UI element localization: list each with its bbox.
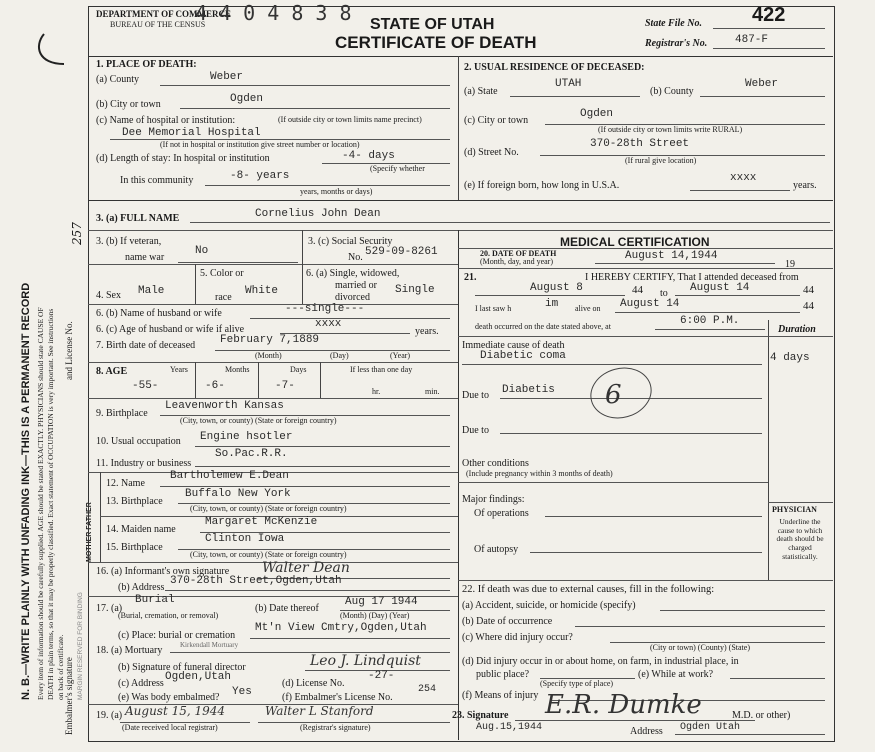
immediate-cause-label: Immediate cause of death [462,340,565,351]
residence-label: 2. USUAL RESIDENCE OF DECEASED: [464,62,645,73]
burial-place-label: (c) Place: burial or cremation [118,630,236,641]
public-place-sub: (Specify type of place) [540,679,614,688]
occurrence-label: (b) Date of occurrence [462,616,553,627]
director-address-label: (c) Address [118,678,164,689]
instructions-line-2: DEATH in plain terms, so that it may be properly classified. Exact statement of OCCUPATION is very important. See instructions [46,308,55,700]
state-file-label: State File No. [645,18,702,29]
director-label: (b) Signature of funeral director [118,662,246,673]
death-time: 6:00 P.M. [680,315,740,327]
last-seen-label: I last saw h [475,304,512,313]
mortuary-label: 18. (a) Mortuary [96,645,163,656]
father-birthplace-value: Buffalo New York [185,488,291,500]
war-label: name war [125,252,165,263]
city-value: Ogden [230,93,264,105]
director-signature: Leo J. Lindquist [310,653,421,669]
dod-label: 20. DATE OF DEATH [480,249,557,258]
res-state-label: (a) State [464,86,498,97]
marital-value: Single [395,284,435,296]
stay-label: (d) Length of stay: In hospital or institution [96,153,270,164]
burial-place-value: Mt'n View Cmtry,Ogden,Utah [255,622,427,634]
director-address-value: Ogden,Utah [165,671,232,683]
industry-label: 11. Industry or business [96,458,192,469]
father-birthplace-sub: (City, town, or county) (State or foreign country) [190,504,347,513]
hospital-label: (c) Name of hospital or institution: [96,115,236,126]
city-label: (b) City or town [96,99,161,110]
age-days-value: -7- [275,380,295,392]
certify-text: I HEREBY CERTIFY, That I attended deceased from [585,272,799,283]
registrar-sub: (Registrar's signature) [300,723,371,732]
state-file-number: 422 [752,4,786,26]
res-county-value: Weber [745,78,779,90]
birth-label: 7. Birth date of deceased [96,340,196,351]
ssn-label: 3. (c) Social Security [308,236,393,247]
physician-note: Underline the cause to which death should be charged statistically. [776,517,824,561]
embalmer-license-value: 257 [70,222,84,245]
birth-month: (Month) [255,351,282,360]
to-label: to [660,288,668,299]
birth-value: February 7,1889 [220,334,320,346]
community-value: -8- years [230,170,290,182]
occurred-label: death occurred on the date stated above, at [475,322,611,331]
sig-address-value: Ogden Utah [680,722,741,733]
res-street-value: 370-28th Street [590,138,690,150]
stamp-number: 4 4 0 4 8 3 8 [195,1,352,25]
hospital-value: Dee Memorial Hospital [122,127,261,139]
sex-value: Male [138,285,165,297]
age-months-h: Months [225,365,250,374]
operations-label: Of operations [474,508,529,519]
due-to-2-label: Due to [462,425,489,436]
foreign-value: xxxx [730,172,757,184]
attended-from: August 8 [530,282,583,294]
burial-date-label: (b) Date thereof [255,603,319,614]
res-city-label: (c) City or town [464,115,529,126]
home-label: (d) Did injury occur in or about home, on farm, in industrial place, in [462,656,739,667]
married-label: married or [335,280,377,291]
department-label: DEPARTMENT OF COMMERCE [96,9,232,19]
marital-label: 6. (a) Single, widowed, [306,268,400,279]
spouse-years: years. [415,326,439,337]
embalmer-license-label-2: (f) Embalmer's License No. [282,692,393,703]
embalmed-label: (e) Was body embalmed? [118,692,220,703]
community-label: In this community [120,175,194,186]
spouse-label: 6. (b) Name of husband or wife [96,308,222,319]
hospital-sub: (If not in hospital or institution give street number or location) [160,140,360,149]
license-label: (d) License No. [282,678,345,689]
mother-name-label: 14. Maiden name [106,524,176,535]
veteran-label: 3. (b) If veteran, [96,236,162,247]
father-birthplace-label: 13. Birthplace [106,496,163,507]
informant-label: 16. (a) Informant's own signature [96,566,230,577]
registrar-number: 487-F [735,34,769,46]
checkmark-icon [30,30,80,70]
county-label: (a) County [96,74,140,85]
where-label: (c) Where did injury occur? [462,632,573,643]
min-label: min. [425,387,440,396]
specify-note: (Specify whether [370,164,425,173]
mother-birthplace-label: 15. Birthplace [106,542,163,553]
res-street-note: (If rural give location) [625,156,697,165]
birthplace-sub: (City, town, or county) (State or foreign country) [180,416,337,425]
res-county-label: (b) County [650,86,694,97]
sig-address-label: Address [630,726,663,737]
birth-day: (Day) [330,351,349,360]
physician-heading: PHYSICIAN [772,505,817,514]
res-street-label: (d) Street No. [464,147,519,158]
birthplace-value: Leavenworth Kansas [165,400,284,412]
dod-value: August 14,1944 [625,250,718,262]
informant-address-label: (b) Address [118,582,165,593]
at-work-label: (e) While at work? [638,669,714,680]
stay-value: -4- days [342,150,395,162]
race-label: race [215,292,232,303]
autopsy-label: Of autopsy [474,544,519,555]
res-city-value: Ogden [580,108,614,120]
certify-number: 21. [464,272,477,283]
binding-margin-text: MARGIN RESERVED FOR BINDING [77,592,84,700]
mother-name-value: Margaret McKenzie [205,516,318,528]
divorced-label: divorced [335,292,370,303]
signature-label: 23. Signature [452,710,509,721]
mother-birthplace-value: Clinton Iowa [205,533,285,545]
burial-date-sub: (Month) (Day) (Year) [340,611,410,620]
age-label: 8. AGE [96,366,128,377]
alive-label: alive on [575,304,601,313]
signature-date: Aug.15,1944 [476,722,543,733]
embalmer-license-value-2: 254 [418,684,437,695]
less-than-day: If less than one day [350,365,413,374]
due-to-label: Due to [462,390,489,401]
due-to-value: Diabetis [502,384,555,396]
foreign-years: years. [793,180,817,191]
hospital-note: (If outside city or town limits name precinct) [278,115,422,124]
immediate-duration: 4 days [770,352,810,364]
ssn-value: 529-09-8261 [365,246,438,258]
veteran-value: No [195,245,209,257]
major-findings-label: Major findings: [462,494,525,505]
res-state-value: UTAH [555,78,582,90]
mother-father-label: MOTHER FATHER [86,502,93,562]
bureau-label: BUREAU OF THE CENSUS [110,20,206,29]
full-name-label: 3. (a) FULL NAME [96,213,180,224]
spouse-value: ---single--- [285,303,365,315]
circled-number: 6 [605,380,622,410]
page-title: CERTIFICATE OF DEATH [335,33,537,52]
burial-method: Burial [135,594,175,606]
alive-year: 44 [803,300,814,312]
filed-label: 19. (a) [96,710,123,721]
birth-year: (Year) [390,351,411,360]
alive-value: August 14 [620,298,680,310]
hr-label: hr. [372,387,381,396]
medical-heading: MEDICAL CERTIFICATION [560,235,710,249]
immediate-cause-value: Diabetic coma [480,350,566,362]
instructions-line-3: on back of certificate. [56,634,65,700]
attended-to-year: 44 [803,284,814,296]
embalmer-license-label: and License No. [64,321,74,380]
md-label: M.D. or other) [732,710,791,721]
duration-heading: Duration [778,324,816,335]
state-title: STATE OF UTAH [370,16,495,33]
age-months-value: -6- [205,380,225,392]
burial-date-value: Aug 17 1944 [345,596,418,608]
public-place-label: public place? [476,669,530,680]
instructions-line-1: Every item of information should be carefully supplied. AGE should be stated EXACTLY. PHYSICIANS should state CAUSE OF [36,307,45,700]
mother-birthplace-sub: (City, town, or county) (State or foreign country) [190,550,347,559]
where-sub: (City or town) (County) (State) [650,643,750,652]
ymd-note: years, months or days) [300,187,373,196]
means-label: (f) Means of injury [462,690,539,701]
ssn-no-label: No. [348,252,363,263]
age-years-h: Years [170,365,188,374]
occupation-label: 10. Usual occupation [96,436,181,447]
registrar-signature: Walter L Stanford [265,704,374,718]
occupation-value: Engine hsotler [200,431,293,443]
sex-label: 4. Sex [96,290,121,301]
county-value: Weber [210,71,244,83]
res-city-note: (If outside city or town limits write RURAL) [598,125,743,134]
registrar-number-label: Registrar's No. [645,38,708,49]
color-label: 5. Color or [200,268,244,279]
spouse-age-label: 6. (c) Age of husband or wife if alive [96,324,245,335]
race-value: White [245,285,279,297]
attended-to: August 14 [690,282,750,294]
attended-from-year: 44 [632,284,643,296]
embalmer-signature-label: Embalmer's signature [64,657,74,735]
burial-method-sub: (Burial, cremation, or removal) [118,611,219,620]
nb-permanent-record-text: N. B.—WRITE PLAINLY WITH UNFADING INK—THIS IS A PERMANENT RECORD [20,282,32,700]
birthplace-label: 9. Birthplace [96,408,148,419]
industry-value: So.Pac.R.R. [215,448,288,460]
foreign-label: (e) If foreign born, how long in U.S.A. [464,180,620,191]
other-conditions-sub: (Include pregnancy within 3 months of death) [466,469,613,478]
accident-label: (a) Accident, suicide, or homicide (specify) [462,600,636,611]
filed-sub: (Date received local registrar) [122,723,218,732]
last-seen-value: im [545,298,559,310]
license-value: -27- [368,670,395,682]
age-years-value: -55- [132,380,159,392]
spouse-age-value: xxxx [315,318,342,330]
place-of-death-label: 1. PLACE OF DEATH: [96,59,197,70]
filed-date-value: August 15, 1944 [125,704,226,718]
embalmed-value: Yes [232,686,252,698]
full-name-value: Cornelius John Dean [255,208,381,220]
informant-address-value: 370-28th Street,Ogden,Utah [170,575,342,587]
physician-signature: E.R. Dumke [545,690,702,720]
dod-sub: (Month, day, and year) [480,257,554,266]
dod-19: 19 [785,259,795,270]
external-causes-label: 22. If death was due to external causes, fill in the following: [462,584,715,595]
father-name-label: 12. Name [106,478,145,489]
age-days-h: Days [290,365,307,374]
informant-signature: Walter Dean [262,560,350,576]
other-conditions-label: Other conditions [462,458,529,469]
mortuary-value: Kirkendall Mortuary [180,641,239,649]
burial-label: 17. (a) [96,603,123,614]
father-name-value: Bartholemew E.Dean [170,470,289,482]
